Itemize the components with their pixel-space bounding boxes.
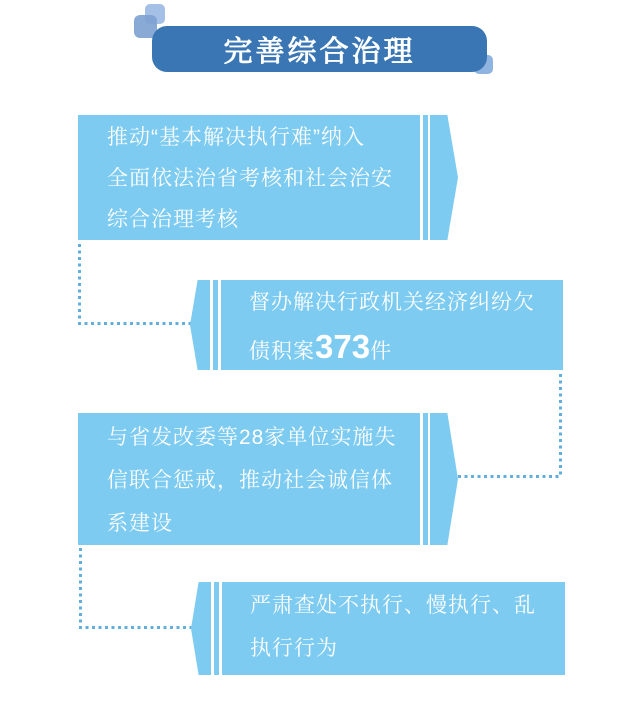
step-2-highlight-number: 373	[315, 328, 371, 365]
connector-1-vertical	[78, 244, 81, 325]
page-title: 完善综合治理	[223, 35, 416, 68]
step-4-box	[222, 582, 565, 675]
step-3-line-2: 信联合惩戒，推动社会诚信体	[107, 469, 393, 492]
step-1-line-3: 综合治理考核	[107, 208, 239, 231]
step-3-line-1: 与省发改委等28家单位实施失	[107, 426, 397, 449]
connector-2-vertical	[559, 374, 562, 478]
step-1-box	[78, 115, 420, 240]
title-banner	[152, 26, 487, 72]
connector-3-vertical	[79, 548, 82, 629]
step-1-line-2: 全面依法治省考核和社会治安	[107, 167, 393, 190]
step-2-line-2	[249, 325, 563, 374]
step-2-line-2-pre: 债积案	[249, 340, 315, 363]
step-2-arrow-bar	[213, 280, 218, 370]
step-3-arrow-right-icon	[430, 413, 458, 545]
step-1-arrow-bar	[423, 115, 428, 240]
step-4-arrow-bar	[214, 582, 219, 675]
connector-3-horizontal	[79, 626, 195, 629]
connector-2-horizontal	[458, 475, 562, 478]
step-2-line-2-suffix: 件	[370, 340, 393, 363]
step-1-line-1: 推动“基本解决执行难”纳入	[107, 126, 365, 149]
step-4-line-1: 严肃查处不执行、慢执行、乱	[250, 594, 536, 617]
step-3-box	[78, 413, 420, 545]
step-4-arrow-left-icon	[191, 582, 211, 675]
connector-1-horizontal	[78, 322, 195, 325]
step-2-line-1: 督办解决行政机关经济纠纷欠	[249, 291, 535, 314]
step-3-arrow-bar	[423, 413, 428, 545]
step-2-box	[221, 280, 563, 370]
step-2-arrow-left-icon	[190, 280, 210, 370]
step-1-arrow-right-icon	[430, 115, 458, 240]
step-3-line-3: 系建设	[107, 512, 173, 535]
step-4-line-2: 执行行为	[250, 637, 338, 660]
